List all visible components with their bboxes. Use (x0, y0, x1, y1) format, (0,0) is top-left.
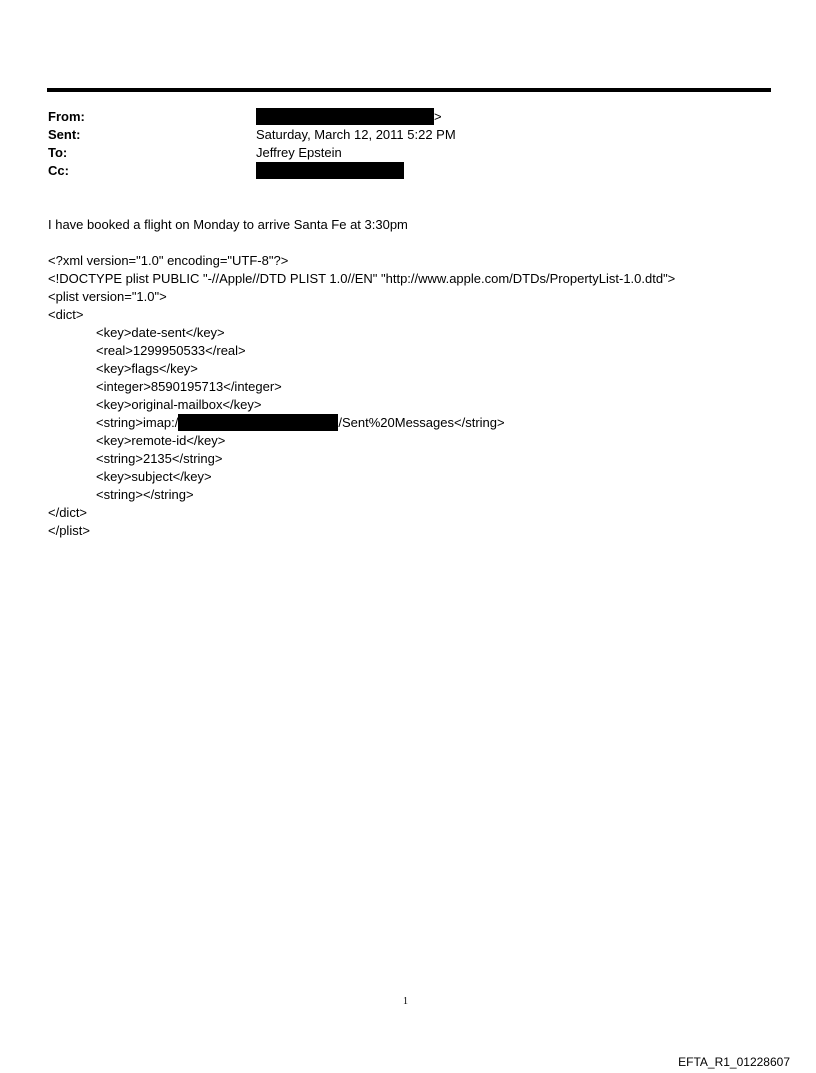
header-rule (47, 88, 771, 92)
document-id: EFTA_R1_01228607 (678, 1055, 790, 1069)
imap-suffix: /Sent%20Messages</string> (338, 415, 505, 430)
imap-prefix: <string>imap:/ (96, 415, 179, 430)
from-label: From: (48, 109, 85, 124)
dict-open: <dict> (48, 307, 84, 322)
key-date-sent: <key>date-sent</key> (96, 325, 225, 340)
to-row (48, 144, 748, 162)
real-value: <real>1299950533</real> (96, 343, 246, 358)
integer-value: <integer>8590195713</integer> (96, 379, 282, 394)
cc-value (256, 162, 404, 180)
to-value: Jeffrey Epstein (256, 145, 342, 160)
message-text: I have booked a flight on Monday to arrive Santa Fe at 3:30pm (48, 217, 408, 232)
cc-row (48, 162, 748, 180)
to-label: To: (48, 145, 68, 160)
email-body (48, 216, 788, 540)
key-original-mailbox: <key>original-mailbox</key> (96, 397, 262, 412)
spacer (48, 234, 788, 252)
string-remote-id: <string>2135</string> (96, 451, 223, 466)
string-subject: <string></string> (96, 487, 194, 502)
plist-open: <plist version="1.0"> (48, 289, 167, 304)
cc-label: Cc: (48, 163, 69, 178)
from-row (48, 108, 748, 126)
from-suffix: > (434, 109, 442, 124)
key-flags: <key>flags</key> (96, 361, 198, 376)
string-imap (48, 414, 788, 432)
from-value (256, 108, 442, 126)
doctype-line: <!DOCTYPE plist PUBLIC "-//Apple//DTD PLIST 1.0//EN" "http://www.apple.com/DTDs/PropertyList-1.0.dtd"> (48, 271, 676, 286)
email-header (48, 108, 748, 180)
sent-row (48, 126, 748, 144)
redaction-block (178, 414, 338, 431)
sent-value: Saturday, March 12, 2011 5:22 PM (256, 127, 456, 142)
redaction-block (256, 162, 404, 179)
dict-close: </dict> (48, 505, 88, 520)
key-remote-id: <key>remote-id</key> (96, 433, 226, 448)
key-subject: <key>subject</key> (96, 469, 212, 484)
sent-label: Sent: (48, 127, 81, 142)
xml-declaration: <?xml version="1.0" encoding="UTF-8"?> (48, 253, 289, 268)
plist-close: </plist> (48, 523, 90, 538)
page-number: 1 (403, 996, 408, 1007)
redaction-block (256, 108, 434, 125)
